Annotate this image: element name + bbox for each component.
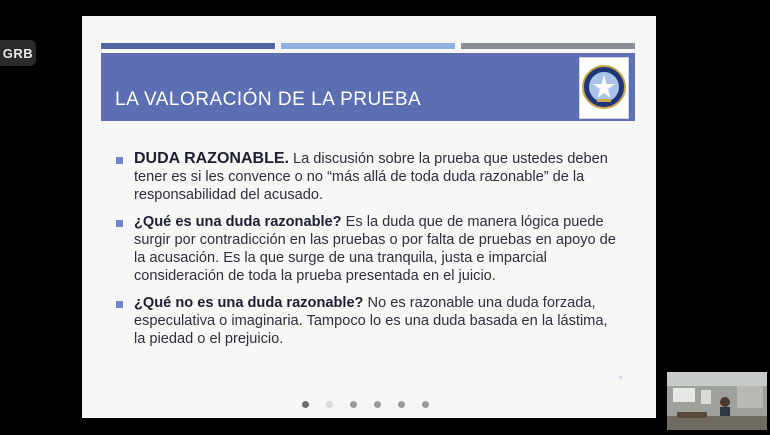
bullet-body: No es razonable una duda forzada, especulativa o imaginaria. Tampoco lo es una duda basada en la lástima, la piedad o el prejuicio. [134,295,608,347]
slide-content [114,150,622,357]
bullet-que-es [114,213,622,285]
bullet-lead: DUDA RAZONABLE. [134,150,289,167]
pager-dot-5[interactable] [398,401,405,408]
bullet-lead: ¿Qué es una duda razonable? [134,214,342,230]
judicial-emblem-logo [579,57,629,119]
square-bullet-icon [116,301,123,308]
title-banner [101,53,635,121]
square-bullet-icon [116,220,123,227]
bullet-duda-razonable [114,150,622,204]
bullet-lead: ¿Qué no es una duda razonable? [134,295,364,311]
participant-badge[interactable] [0,40,36,66]
presentation-slide [82,16,656,418]
pager-dot-6[interactable] [422,401,429,408]
pager-dot-3[interactable] [350,401,357,408]
slide-corner-mark: ▫ [619,372,623,382]
accent-bar-1 [101,43,275,49]
pager-dot-4[interactable] [374,401,381,408]
accent-bar-2 [281,43,455,49]
bullet-body: La discusión sobre la prueba que ustedes deben tener es si les convence o no “más allá de toda duda razonable” de la responsabilidad del acusado. [134,151,608,203]
bullet-text [134,213,622,285]
slide-pager[interactable] [302,401,429,408]
accent-bars [101,43,635,49]
slide-title: LA VALORACIÓN DE LA PRUEBA [115,89,422,110]
bullet-body: Es la duda que de manera lógica puede surgir por contradicción en las pruebas o por falta de pruebas en apoyo de la acusación. Es la que surge de una tranquila, justa e imparcial consideración de toda la prueba presentada en el juicio. [134,214,616,284]
pager-dot-2[interactable] [326,401,333,408]
bullet-text [134,294,622,348]
bullet-text [134,150,622,204]
participant-video-thumbnail[interactable] [667,372,767,430]
participant-initials: GRB [2,45,34,61]
pager-dot-1[interactable] [302,401,309,408]
square-bullet-icon [116,157,123,164]
bullet-que-no-es [114,294,622,348]
accent-bar-3 [461,43,635,49]
